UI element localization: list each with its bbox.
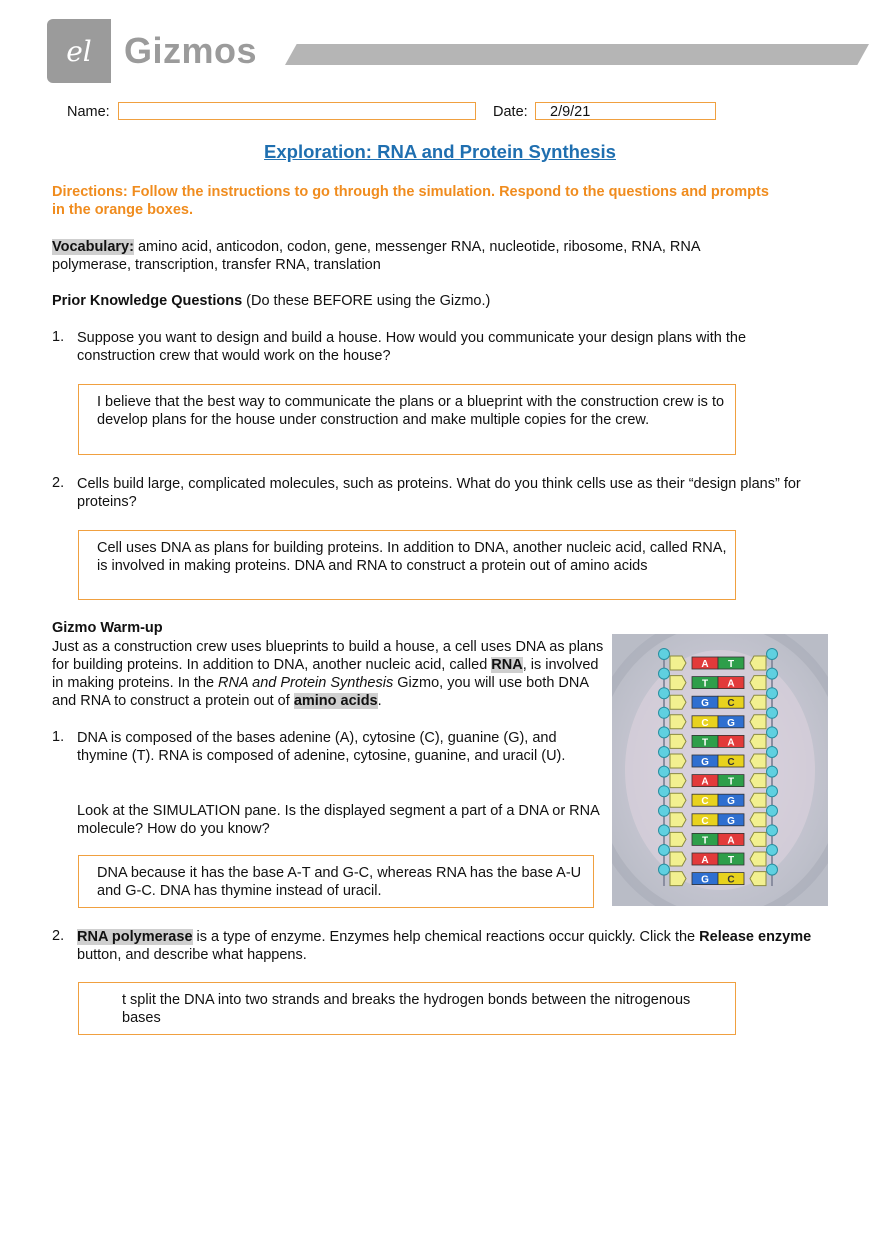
base-letter-right: G [727, 717, 735, 729]
sugar-right [750, 676, 766, 690]
phosphate-right [767, 786, 778, 797]
phosphate-left [659, 805, 670, 816]
phosphate-right [767, 864, 778, 875]
header-banner [285, 44, 869, 65]
warmup-q1-answer-box[interactable]: DNA because it has the base A-T and G-C, whereas RNA has the base A-U and G-C. DNA has thymine instead of uracil. [78, 855, 594, 908]
base-letter-right: T [727, 659, 735, 670]
sugar-left [670, 813, 686, 827]
page-title: Exploration: RNA and Protein Synthesis [264, 141, 616, 162]
sugar-right [750, 872, 766, 886]
warmup-q2-number: 2. [52, 928, 65, 944]
q2-text-part-1: is a type of enzyme. Enzymes help chemical reactions occur quickly. Click the [192, 929, 700, 945]
warmup-q2-answer-box[interactable]: t split the DNA into two strands and breaks the hydrogen bonds between the nitrogenous bases [78, 982, 736, 1035]
base-letter-left: A [701, 659, 709, 670]
intro-part-3: Gizmo, you will use both DNA and RNA to construct a protein out of [52, 675, 589, 709]
base-letter-right: G [727, 796, 735, 808]
phosphate-right [767, 825, 778, 836]
sugar-left [670, 715, 686, 729]
base-letter-right: A [727, 835, 735, 847]
warmup-q2-text [77, 928, 822, 964]
base-letter-right: A [727, 678, 735, 690]
intro-part-2: , is involved in making proteins. In the [52, 657, 599, 691]
sugar-left [670, 852, 686, 866]
base-letter-left: G [701, 757, 709, 768]
phosphate-left [659, 727, 670, 738]
warmup-q1-text-b: Look at the SIMULATION pane. Is the displayed segment a part of a DNA or RNA molecule? How do you know? [77, 803, 599, 837]
q2-text-part-2: button, and describe what happens. [77, 947, 307, 963]
release-enzyme-reference: Release enzyme [699, 929, 812, 945]
phosphate-left [659, 747, 670, 758]
base-letter-left: G [701, 698, 709, 710]
prior-knowledge-heading [52, 292, 792, 310]
phosphate-right [767, 805, 778, 816]
intro-amino-term: amino acids [293, 693, 378, 709]
intro-part-4: . [377, 693, 382, 709]
sugar-left [670, 754, 686, 768]
prior-q2-answer-box[interactable]: Cell uses DNA as plans for building proteins. In addition to DNA, another nucleic acid, called RNA, is involved in making proteins. DNA and RNA to construct a protein out of amino acids [78, 530, 736, 600]
sugar-left [670, 695, 686, 709]
base-letter-right: G [727, 815, 735, 827]
base-letter-left: T [701, 737, 709, 749]
phosphate-left [659, 845, 670, 856]
sugar-right [750, 774, 766, 788]
base-letter-left: T [701, 678, 709, 690]
base-letter-left: A [701, 855, 709, 866]
el-logo [47, 19, 111, 83]
prior-note: (Do these BEFORE using the Gizmo.) [242, 293, 491, 309]
sugar-left [670, 734, 686, 748]
sugar-right [750, 852, 766, 866]
prior-heading-text: Prior Knowledge Questions [52, 293, 243, 309]
sugar-right [750, 754, 766, 768]
sugar-right [750, 832, 766, 846]
sugar-left [670, 832, 686, 846]
base-letter-left: C [701, 717, 709, 729]
name-label: Name: [67, 104, 110, 120]
phosphate-right [767, 727, 778, 738]
phosphate-right [767, 845, 778, 856]
sugar-left [670, 676, 686, 690]
sugar-right [750, 813, 766, 827]
base-letter-right: A [727, 737, 735, 749]
phosphate-left [659, 649, 670, 660]
warmup-heading: Gizmo Warm-up [52, 620, 163, 636]
base-letter-left: C [701, 815, 709, 827]
sugar-right [750, 793, 766, 807]
sugar-left [670, 774, 686, 788]
phosphate-left [659, 668, 670, 679]
warmup-intro [52, 638, 604, 710]
sugar-right [750, 695, 766, 709]
sugar-left [670, 872, 686, 886]
logo-glyph: el [66, 34, 92, 68]
base-letter-right: C [727, 757, 735, 768]
warmup-q1-number: 1. [52, 729, 65, 745]
brand-name: Gizmos [124, 30, 258, 71]
base-letter-right: C [727, 874, 735, 886]
base-letter-left: T [701, 835, 709, 847]
prior-q1-number: 1. [52, 329, 65, 345]
phosphate-left [659, 707, 670, 718]
vocabulary-text: amino acid, anticodon, codon, gene, messenger RNA, nucleotide, ribosome, RNA, RNA polymerase, transcription, transfer RNA, translation [52, 239, 700, 273]
base-letter-left: C [701, 796, 709, 808]
dna-segment-image [612, 634, 828, 906]
vocabulary-label: Vocabulary: [52, 239, 134, 255]
sugar-right [750, 734, 766, 748]
sugar-right [750, 656, 766, 670]
sugar-right [750, 715, 766, 729]
simulation-pane [612, 634, 828, 906]
intro-rna-term: RNA [491, 657, 523, 673]
date-label: Date: [493, 104, 528, 120]
base-letter-right: T [727, 776, 735, 788]
phosphate-left [659, 786, 670, 797]
intro-gizmo-name: RNA and Protein Synthesis [218, 675, 394, 691]
date-field[interactable]: 2/9/21 [535, 102, 716, 120]
prior-q2-text: Cells build large, complicated molecules, such as proteins. What do you think cells use as their “design plans” for proteins? [77, 476, 801, 510]
name-field[interactable] [118, 102, 476, 120]
phosphate-left [659, 864, 670, 875]
base-letter-left: A [701, 776, 709, 788]
rna-polymerase-term: RNA polymerase [77, 929, 193, 945]
phosphate-right [767, 766, 778, 777]
phosphate-left [659, 766, 670, 777]
base-letter-left: G [701, 874, 709, 886]
prior-q1-answer-box[interactable]: I believe that the best way to communicate the plans or a blueprint with the construction crew is to develop plans for the house under construction and make multiple copies for the crew. [78, 384, 736, 455]
base-letter-right: C [727, 698, 735, 710]
prior-q2-number: 2. [52, 475, 65, 491]
sugar-left [670, 793, 686, 807]
phosphate-left [659, 688, 670, 699]
vocabulary [52, 238, 782, 274]
directions: Directions: Follow the instructions to go through the simulation. Respond to the questions and prompts in the orange boxes. [52, 184, 769, 218]
base-letter-right: T [727, 855, 735, 866]
phosphate-right [767, 707, 778, 718]
prior-q1-text: Suppose you want to design and build a house. How would you communicate your design plans with the construction crew that would work on the house? [77, 330, 747, 364]
intro-part-1: Just as a construction crew uses blueprints to build a house, a cell uses DNA as plans for building proteins. In addition to DNA, another nucleic acid, called [52, 639, 604, 673]
phosphate-right [767, 668, 778, 679]
warmup-q1-text-a: DNA is composed of the bases adenine (A), cytosine (C), guanine (G), and thymine (T). RNA is composed of adenine, cytosine, guanine, and uracil (U). [77, 730, 566, 764]
phosphate-right [767, 747, 778, 758]
phosphate-right [767, 649, 778, 660]
sugar-left [670, 656, 686, 670]
phosphate-right [767, 688, 778, 699]
phosphate-left [659, 825, 670, 836]
